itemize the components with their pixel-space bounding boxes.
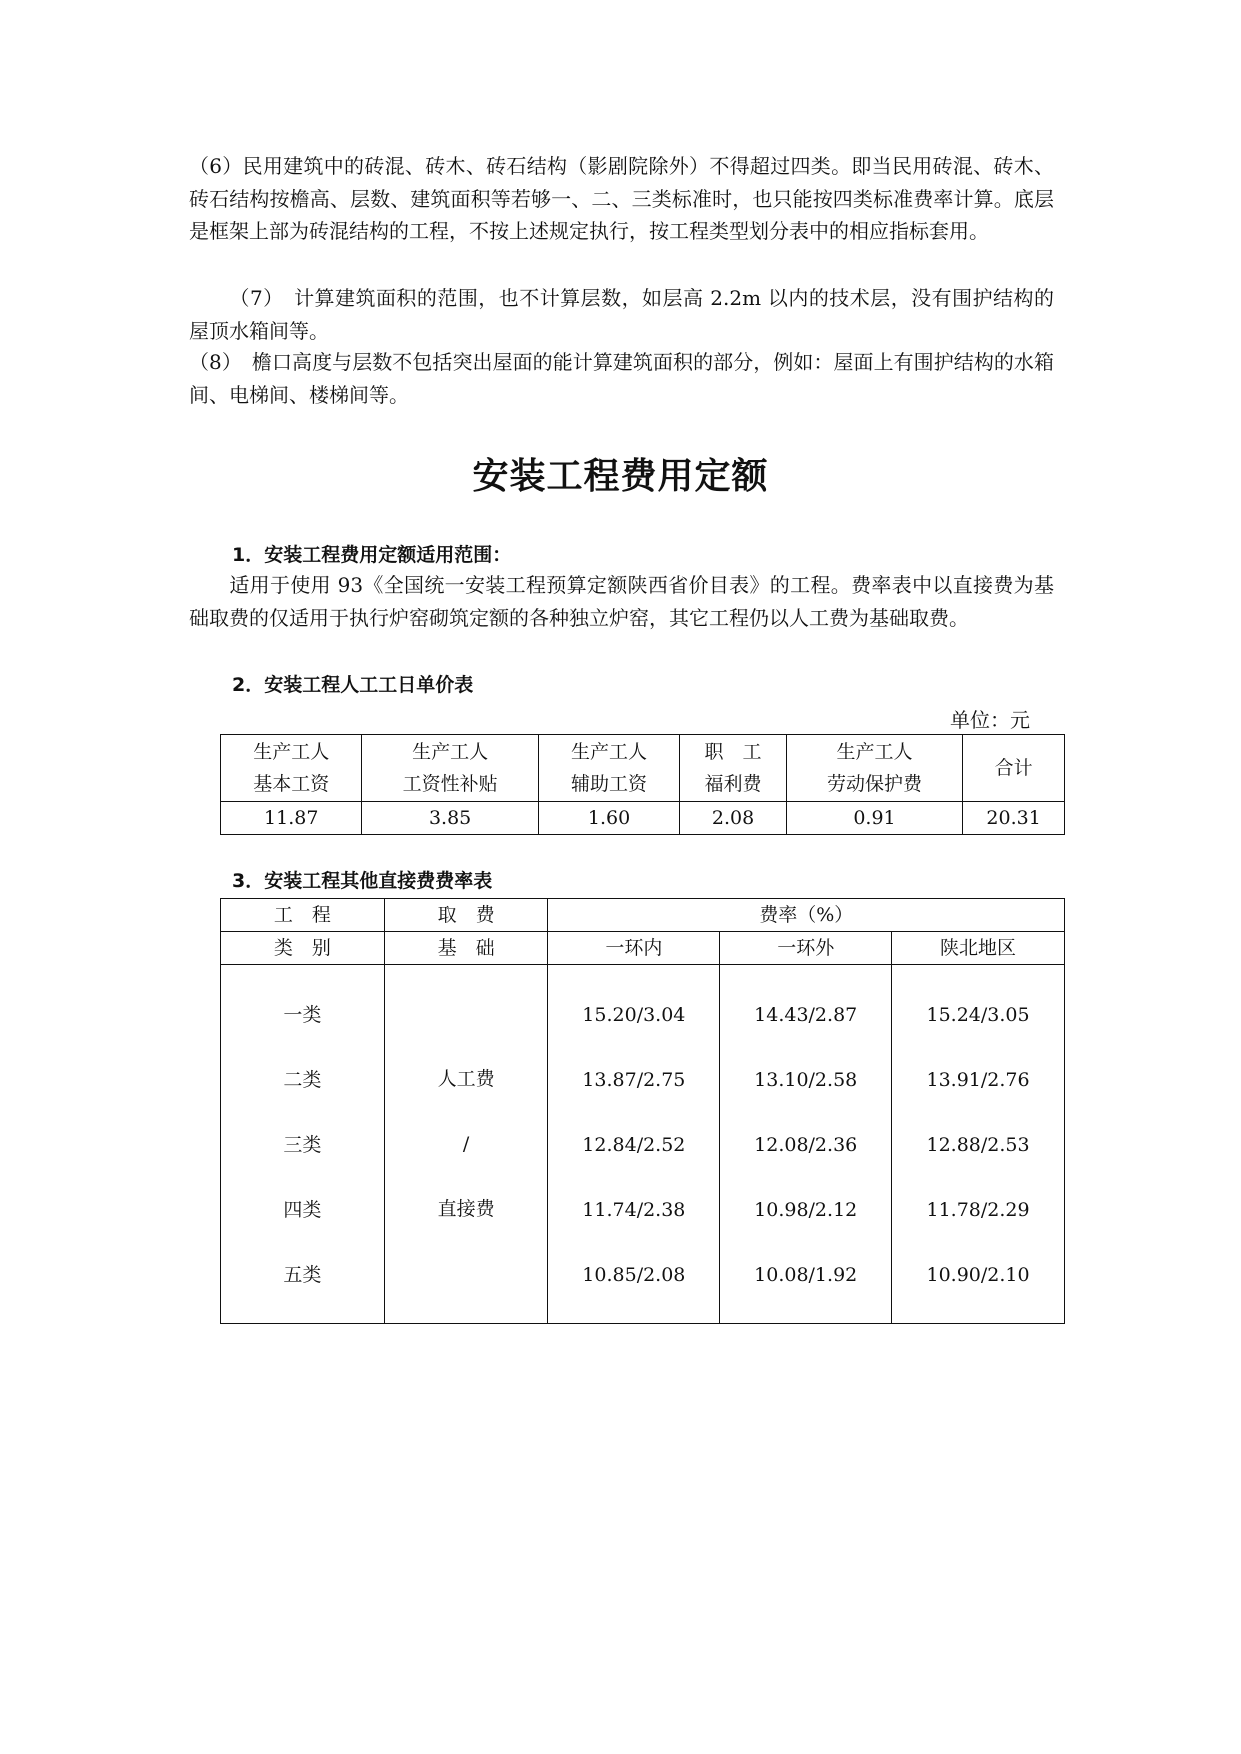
rate-cell: 10.98/2.12 — [754, 1198, 858, 1221]
wage-header-cell: 生产工人 劳动保护费 — [786, 735, 962, 802]
rate-header-region: 一环内 — [548, 932, 720, 965]
category-cell: 三类 — [283, 1133, 322, 1156]
wage-header-cell: 生产工人 基本工资 — [221, 735, 362, 802]
section1-heading: 1．安装工程费用定额适用范围： — [232, 544, 512, 566]
category-cell: 二类 — [283, 1068, 322, 1091]
rate-header-basis-2: 基 础 — [384, 932, 548, 965]
wage-value-cell: 1.60 — [538, 802, 679, 835]
category-column — [221, 965, 385, 1324]
rate-header-basis: 取 费 — [384, 899, 548, 932]
paragraph-6: （6）民用建筑中的砖混、砖木、砖石结构（影剧院除外）不得超过四类。即当民用砖混、砖木、砖石结构按檐高、层数、建筑面积等若够一、二、三类标准时，也只能按四类标准费率计算。底层是框架上部为砖混结构的工程，不按上述规定执行，按工程类型划分表中的相应指标套用。 — [189, 154, 1054, 243]
wage-value-cell: 3.85 — [362, 802, 538, 835]
rate-cell: 15.24/3.05 — [926, 1003, 1030, 1026]
unit-label: 单位：元 — [950, 708, 1030, 732]
wage-table — [220, 734, 1065, 835]
wage-header-cell: 职 工 福利费 — [680, 735, 787, 802]
wage-header-row — [221, 735, 1065, 802]
rate-cell: 10.90/2.10 — [926, 1263, 1030, 1286]
rate-header-type-2: 类 别 — [221, 932, 385, 965]
category-cell: 五类 — [283, 1263, 322, 1286]
wage-header-cell-total: 合计 — [963, 735, 1065, 802]
rate-cell: 12.88/2.53 — [926, 1133, 1030, 1156]
rate-cell: 13.87/2.75 — [582, 1068, 686, 1091]
rate-table — [220, 898, 1065, 1324]
rate-cell: 13.91/2.76 — [926, 1068, 1030, 1091]
rate-cell: 15.20/3.04 — [582, 1003, 686, 1026]
rate-column-inner — [548, 965, 720, 1324]
paragraph-7-text: （7） 计算建筑面积的范围，也不计算层数，如层高 2.2m 以内的技术层，没有围护结构的屋顶水箱间等。 — [189, 286, 1054, 343]
rate-header-type: 工 程 — [221, 899, 385, 932]
rate-cell: 13.10/2.58 — [754, 1068, 858, 1091]
wage-value-cell: 0.91 — [786, 802, 962, 835]
wage-value-cell: 2.08 — [680, 802, 787, 835]
wage-value-row — [221, 802, 1065, 835]
wage-value-cell: 20.31 — [963, 802, 1065, 835]
rate-header-row-1 — [221, 899, 1065, 932]
section3-heading: 3．安装工程其他直接费费率表 — [232, 870, 493, 892]
basis-line: 人工费 — [437, 1067, 495, 1090]
rate-header-rate: 费率（%） — [548, 899, 1065, 932]
paragraph-7 — [189, 282, 1054, 347]
paragraph-8: （8） 檐口高度与层数不包括突出屋面的能计算建筑面积的部分，例如：屋面上有围护结构的水箱间、电梯间、楼梯间等。 — [189, 350, 1054, 407]
section2-heading: 2．安装工程人工工日单价表 — [232, 674, 474, 696]
rate-header-row-2 — [221, 932, 1065, 965]
rate-header-region: 一环外 — [720, 932, 892, 965]
rate-cell: 12.08/2.36 — [754, 1133, 858, 1156]
basis-column — [384, 965, 548, 1324]
basis-line: 直接费 — [437, 1197, 495, 1220]
rate-header-region: 陕北地区 — [892, 932, 1065, 965]
rate-column-north — [892, 965, 1065, 1324]
category-cell: 四类 — [283, 1198, 322, 1221]
rate-cell: 12.84/2.52 — [582, 1133, 686, 1156]
rate-body-row — [221, 965, 1065, 1324]
section1-text — [189, 569, 1054, 634]
rate-cell: 11.78/2.29 — [926, 1198, 1030, 1221]
rate-cell: 14.43/2.87 — [754, 1003, 858, 1026]
rate-column-outer — [720, 965, 892, 1324]
wage-value-cell: 11.87 — [221, 802, 362, 835]
basis-line: / — [462, 1132, 470, 1155]
rate-cell: 10.08/1.92 — [754, 1263, 858, 1286]
category-cell: 一类 — [283, 1003, 322, 1026]
rate-cell: 11.74/2.38 — [582, 1198, 686, 1221]
rate-cell: 10.85/2.08 — [582, 1263, 686, 1286]
wage-header-cell: 生产工人 辅助工资 — [538, 735, 679, 802]
page-title: 安装工程费用定额 — [472, 456, 769, 497]
section1-text-body: 适用于使用 93《全国统一安装工程预算定额陕西省价目表》的工程。费率表中以直接费为基础取费的仅适用于执行炉窑砌筑定额的各种独立炉窑，其它工程仍以人工费为基础取费。 — [189, 573, 1054, 630]
wage-header-cell: 生产工人 工资性补贴 — [362, 735, 538, 802]
